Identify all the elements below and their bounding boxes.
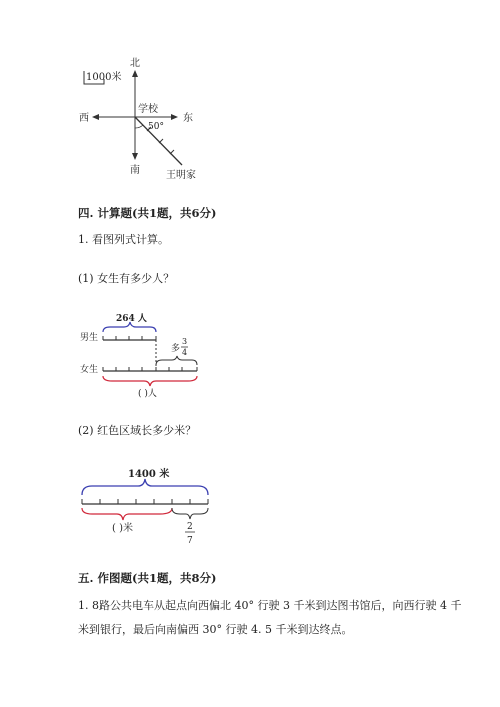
more-label: 多 — [171, 344, 181, 354]
section4-heading: 四. 计算题(共1题，共6分) — [78, 206, 217, 220]
angle-label: 50° — [148, 122, 164, 132]
sub-question-1-text: (1) 女生有多少人？ — [78, 272, 175, 285]
boy-label: 男生 — [80, 333, 99, 343]
fraction-brace — [172, 508, 208, 519]
more-fraction-denominator: 4 — [182, 348, 188, 357]
fraction-denominator: 7 — [187, 536, 193, 546]
answer-label: ( )人 — [138, 389, 157, 399]
question-5-line-2: 米到银行，最后向南偏西 30° 行驶 4. 5 千米到达终点。 — [78, 623, 353, 636]
girl-label: 女生 — [80, 365, 99, 375]
east-label: 东 — [183, 113, 193, 124]
scale-label: 1000米 — [86, 72, 122, 83]
center-label: 学校 — [138, 104, 158, 115]
south-label: 南 — [130, 165, 140, 176]
total-label: 1400 米 — [128, 469, 170, 480]
destination-label: 王明家 — [166, 170, 196, 181]
north-label: 北 — [130, 58, 140, 69]
more-fraction-numerator: 3 — [182, 337, 188, 346]
question-5-line-1: 1. 8路公共电车从起点向西偏北 40° 行驶 3 千米到达图书馆后，向西行驶 4 千 — [78, 599, 462, 612]
top-value-label: 264 人 — [116, 314, 147, 324]
west-label: 西 — [79, 113, 89, 124]
section5-heading: 五. 作图题(共1题，共8分) — [78, 571, 217, 585]
sub-question-2-text: (2) 红色区域长多少米？ — [78, 424, 197, 437]
answer-label: ( )米 — [112, 523, 133, 534]
fraction-numerator: 2 — [187, 522, 193, 532]
total-brace — [82, 479, 208, 495]
answer-brace — [82, 508, 172, 520]
question-1-text: 1. 看图列式计算。 — [78, 233, 169, 246]
length-ticks — [82, 499, 208, 504]
